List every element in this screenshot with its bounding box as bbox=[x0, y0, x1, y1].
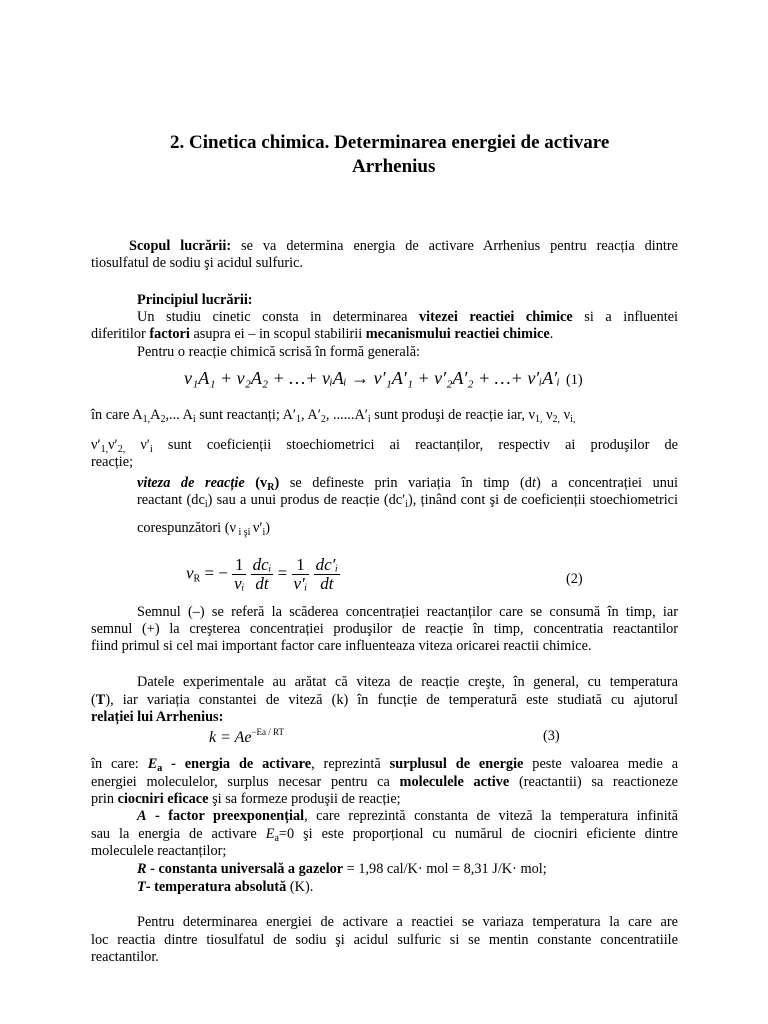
scop-line2: tiosulfatul de sodiu şi acidul sulfuric. bbox=[91, 255, 304, 271]
fraction-4: $\frac{\text{dc′ᵢ}}{dt}$ bbox=[315, 555, 339, 593]
date-line2: (T), iar variația constantei de viteză (k) în funcție de temperatură este studiată cu ajutorul bbox=[91, 692, 678, 708]
semnul-line1: Semnul (–) se referă la scăderea concentrației reactanților care se consumă în timp, iar bbox=[137, 604, 678, 620]
principiu-line2: diferitilor factori asupra ei – in scopul stabilirii mecanismului reactiei chimice. bbox=[91, 326, 554, 342]
date-line1: Datele experimentale au arătat că viteza de reacție creşte, în general, cu temperatura bbox=[137, 674, 678, 690]
date-line3: relației lui Arrhenius: bbox=[91, 709, 224, 725]
semnul-line3: fiind primul si cel mai important factor care influenteaza viteza oricarei reactii chimice. bbox=[91, 638, 592, 654]
fraction-2: $\frac{\text{dcᵢ}}{dt}$ bbox=[252, 555, 272, 593]
temperature-t: T- temperatura absolută (K). bbox=[137, 879, 314, 895]
principiu-heading: Principiul lucrării: bbox=[137, 292, 253, 308]
scop-line1: Scopul lucrării: se va determina energia de activare Arrhenius pentru reacția dintre bbox=[129, 238, 678, 254]
semnul-line2: semnul (+) la creşterea concentrației produşilor de reacție în timp, concentratia reactantilor bbox=[91, 621, 678, 637]
principiu-line1: Un studiu cinetic consta in determinarea vitezei reactiei chimice si a influentei bbox=[137, 309, 679, 325]
desc1-line1: în care $A_{1,}A_2$,... $A_i$ sunt reactanți; $A'_1$, $A'_2$, $......A'_i$ sunt produşi de reacție iar, $\nu_{1,}$ $\nu_{2,}$ $\nu_{i,}$ bbox=[91, 407, 576, 425]
viteza-line3: corespunzători (ν $_{i şi}$ $\nu'_i$) bbox=[137, 520, 271, 538]
incare-line3: prin ciocniri eficace şi sa formeze produşii de reacție; bbox=[91, 791, 401, 807]
fraction-3: $\frac{1}{\text{ν'ᵢ}}$ bbox=[293, 555, 308, 593]
factorA-line2: sau la energia de activare $E_a=0$ şi este proporțional cu numărul de ciocniri eficiente dintre bbox=[91, 826, 679, 844]
final-line2: loc reactia dintre tiosulfatul de sodiu şi acidul sulfuric si se mentin constante concentratiile bbox=[91, 932, 678, 948]
principiu-line3: Pentru o reacție chimică scrisă în formă generală: bbox=[137, 344, 421, 360]
fraction-1: $\frac{1}{\text{νᵢ}}$ bbox=[234, 555, 245, 593]
equation-1-number: (1) bbox=[566, 372, 583, 388]
viteza-line1: viteza de reacție $(v_R)$ se defineste prin variația în timp (dt) a concentrației unui bbox=[137, 475, 679, 493]
equation-1: ν₁A₁ + ν₂A₂ + …+ νᵢAᵢ → ν′₁A′₁ + ν′₂A′₂ + …+ ν′ᵢA′ᵢ bbox=[184, 368, 560, 388]
equation-2: $v_R$ = − $\frac{1}{\text{νᵢ}}$ $\frac{\text{dcᵢ}}{dt}$ = $\frac{1}{\text{ν'ᵢ}}$ $\frac{\text{dc′ᵢ}}{dt}$ bbox=[186, 555, 339, 593]
factorA-line1: A - factor preexponențial, care reprezintă constanta de viteză la temperatura infinită bbox=[137, 808, 678, 824]
incare-line2: energiei moleculelor, surplus necesar pentru ca moleculele active (reactantii) sa reactioneze bbox=[91, 774, 679, 790]
constant-r: R - constanta universală a gazelor = 1,98 cal/K· mol = 8,31 J/K· mol; bbox=[137, 861, 547, 877]
factorA-line3: moleculele reactanților; bbox=[91, 843, 227, 859]
final-line3: reactantilor. bbox=[91, 949, 159, 965]
final-line1: Pentru determinarea energiei de activare a reactiei se variaza temperatura la care are bbox=[137, 914, 678, 930]
equation-3: $k = Ae^{-Ea / RT}$ bbox=[209, 727, 285, 746]
viteza-line2: reactant $(dc_i)$ sau a unui produs de reacție $(dc'_i)$, ținând cont şi de coeficienții stoechiometrici bbox=[137, 492, 678, 510]
page-title-line1: 2. Cinetica chimica. Determinarea energiei de activare bbox=[170, 132, 610, 153]
desc1-line2: $\nu'_{1,}\nu'_{2,}$ $\nu'_i$ sunt coeficienții stoechiometrici ai reactanților, respectiv ai produşilor de bbox=[91, 437, 678, 455]
incare-line1: în care: $E_a$ - energia de activare, reprezintă surplusul de energie peste valoarea medie a bbox=[91, 756, 679, 774]
page-title-line2: Arrhenius bbox=[352, 156, 436, 177]
equation-3-number: (3) bbox=[543, 728, 560, 744]
equation-2-number: (2) bbox=[566, 571, 583, 587]
desc1-line3: reacție; bbox=[91, 454, 134, 470]
